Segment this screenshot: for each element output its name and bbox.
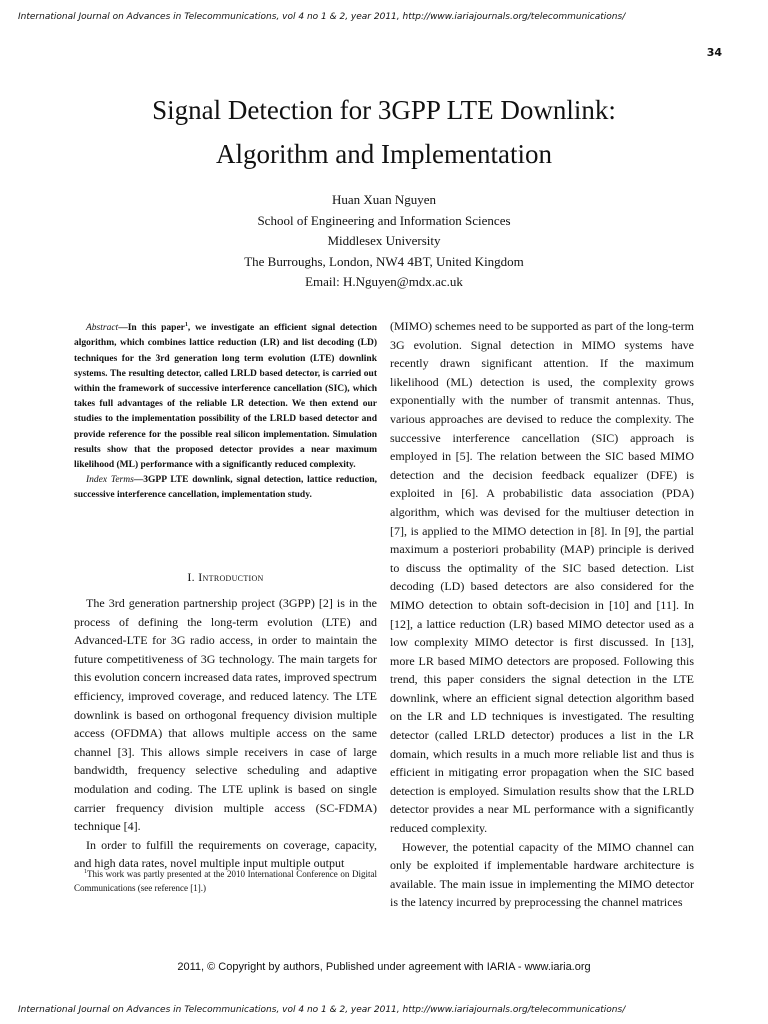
running-footer: International Journal on Advances in Telecommunications, vol 4 no 1 & 2, year 2011, http://www.iariajournals.org/telecommunications/ [18, 1005, 626, 1015]
footnote-mark: 1 [84, 869, 87, 875]
index-terms-label: Index Terms [86, 475, 134, 486]
abstract-footnote-mark: 1 [184, 322, 188, 328]
running-header: International Journal on Advances in Telecommunications, vol 4 no 1 & 2, year 2011, http://www.iariajournals.org/telecommunications/ [18, 12, 626, 22]
right-paragraph-1: (MIMO) schemes need to be supported as part of the long-term 3G evolution. Signal detection in MIMO systems have recently drawn significant attention. If the maximum likelihood (ML) detection is used, the complexity grows exponentially with the number of transmit antennas. Thus, various approaches are devised to reduce the complexity. The successive interference cancellation (SIC) approach is employed in [5]. The relation between the SIC based MIMO detection and the decision feedback equalizer (DFE) is exploited in [6]. A probabilistic data association (PDA) algorithm, which was devised for the multiuser detection in [7], is applied to the MIMO detection in [8]. In [9], the partial maximum a posteriori probability (MAP) principle is derived to discuss the optimality of the SIC based detection. List decoding (LD) based detectors are also considered for the MIMO detection to obtain soft-decision in [10] and [11]. In [12], a lattice reduction (LR) based MIMO detector used as a low complexity MIMO detector is first discussed. In [13], more LR based MIMO detectors are proposed. Following this trend, this paper considers the signal detection in the LTE downlink, where an efficient signal detection algorithm based on the LR and LD techniques is investigated. The resulting detector (called LRLD detector) produces a list in the LR domain, which results in a much more reliable list and thus is efficient in mitigating error propagation when the SIC based detection is employed. Simulation results show that the LRLD detector provides a near ML performance with a significantly reduced complexity. [390, 319, 694, 836]
footnote-text: This work was partly presented at the 2010 International Conference on Digital Communications (see reference [1].) [74, 869, 377, 893]
intro-right-column [390, 317, 694, 912]
title-line-1: Signal Detection for 3GPP LTE Downlink: [152, 95, 616, 125]
abstract-text: , we investigate an efficient signal detection algorithm, which combines lattice reduction (LR) and list decoding (LD) techniques for the 3rd generation long term evolution (LTE) downlink systems. The resulting detector, called LRLD based detector, is carried out within the framework of successive interference cancellation (SIC), which takes full advantages of the reliable LR detection. We then extend our studies to the implementation possibility of the LRLD based detector and provide reference for the possible real silicon implementation. Simulation results show that the proposed detector provides a near maximum likelihood (ML) performance with a significantly reduced complexity. [74, 323, 377, 470]
paper-title [0, 88, 768, 176]
abstract-paragraph [74, 318, 377, 473]
copyright-notice: 2011, © Copyright by authors, Published under agreement with IARIA - www.iaria.org [177, 961, 591, 973]
index-terms [74, 473, 377, 503]
intro-left-column [74, 594, 377, 873]
intro-paragraph-2: In order to fulfill the requirements on coverage, capacity, and high data rates, novel multiple input multiple output [74, 837, 377, 871]
abstract-lead: —In this paper [118, 323, 185, 334]
right-paragraph-2: However, the potential capacity of the MIMO channel can only be exploited if implementable hardware architecture is available. The main issue in implementing the MIMO detector is the latency incurred by preprocessing the channel matrices [390, 839, 694, 910]
footnote [74, 866, 377, 895]
author-email: Email: H.Nguyen@mdx.ac.uk [305, 274, 463, 289]
title-line-2: Algorithm and Implementation [216, 139, 552, 169]
author-block [0, 190, 768, 293]
affiliation-address: The Burroughs, London, NW4 4BT, United Kingdom [244, 253, 524, 269]
author-name: Huan Xuan Nguyen [332, 192, 436, 207]
abstract [74, 318, 377, 504]
section-heading: I. Introduction [187, 570, 264, 584]
affiliation-university: Middlesex University [327, 233, 441, 248]
page-number: 34 [706, 46, 722, 59]
index-terms-text: —3GPP LTE downlink, signal detection, lattice reduction, successive interference cancellation, implementation study. [74, 475, 378, 501]
abstract-label: Abstract [86, 323, 119, 334]
affiliation-school: School of Engineering and Information Sciences [257, 212, 511, 228]
intro-paragraph-1: The 3rd generation partnership project (3GPP) [2] is in the process of defining the long-term evolution (LTE) and Advanced-LTE for 3G radio access, in order to maintain the future competitiveness of 3G technology. The main targets for this evolution concern increased data rates, improved spectrum efficiency, improved coverage, and reduced latency. The LTE downlink is based on orthogonal frequency division multiple access (OFDMA) that allows multiple access on the same channel [3]. This allows simple receivers in case of large bandwidth, frequency selective scheduling and adaptive modulation and coding. The LTE uplink is based on single carrier frequency division multiple access (SC-FDMA) technique [4]. [74, 596, 377, 834]
